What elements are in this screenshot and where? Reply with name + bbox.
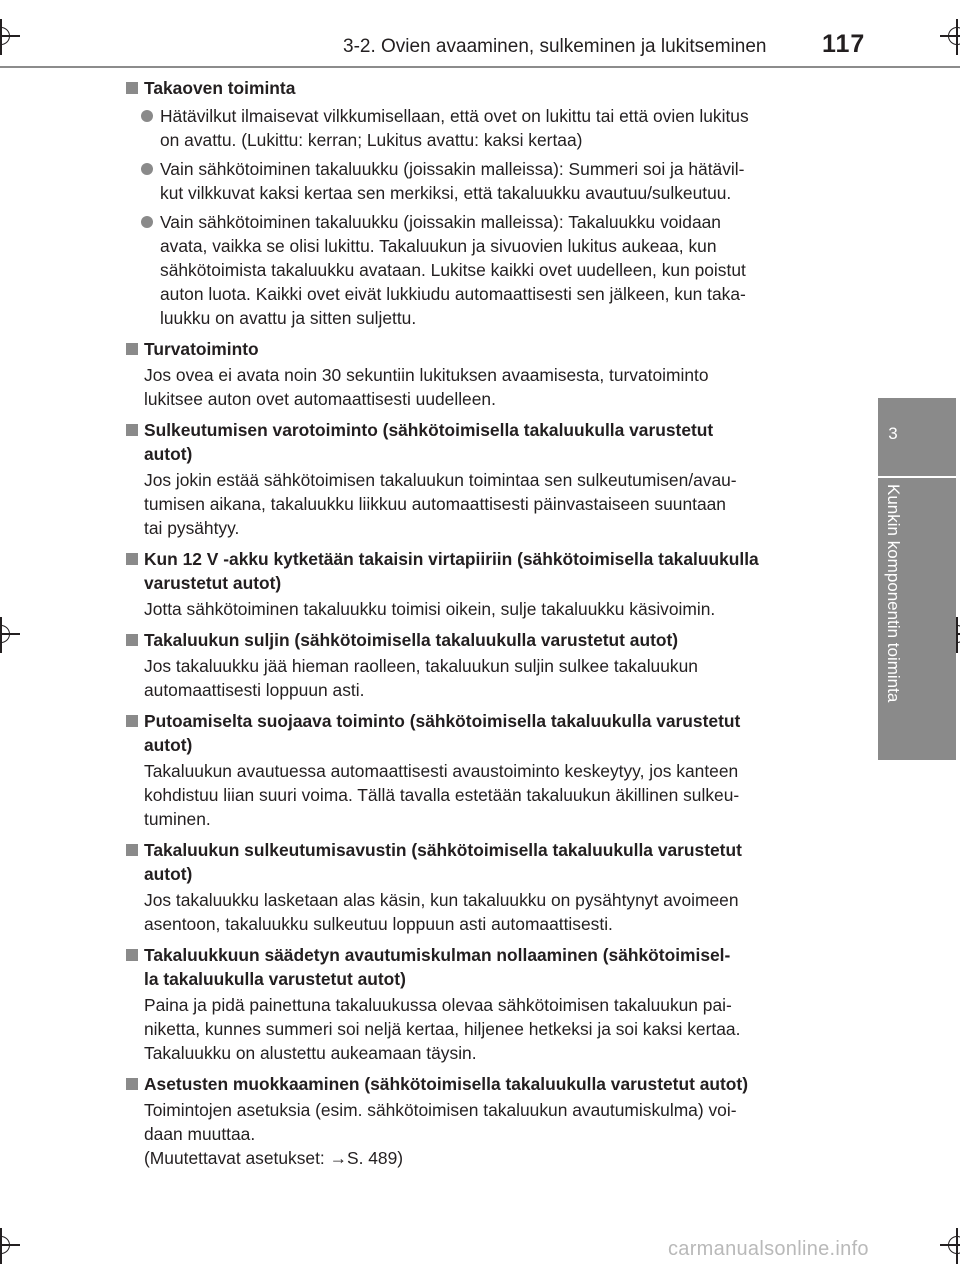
round-bullet-icon [141, 216, 153, 228]
section-body [125, 993, 837, 1065]
square-bullet-icon [126, 343, 138, 355]
chapter-number: 3 [888, 424, 898, 443]
section-body [125, 363, 837, 411]
chapter-side-tab [878, 478, 956, 760]
text-line: tai pysähtyy. [144, 518, 240, 538]
section-takaoven-toiminta [125, 76, 837, 330]
chapter-title: Kunkin komponentin toiminta [884, 484, 903, 703]
text-line: Vain sähkötoiminen takaluukku (joissakin malleissa): Summeri soi ja hätävil- [160, 159, 745, 179]
page-number: 117 [822, 30, 866, 58]
section-heading: Takaluukkuun säädetyn avautumiskulman nollaaminen (sähkötoimisel- la takaluukulla varustetut autot) [125, 943, 837, 991]
section-heading: Sulkeutumisen varotoiminto (sähkötoimisella takaluukulla varustetut autot) [125, 418, 837, 466]
section-heading: Putoamiselta suojaava toiminto (sähkötoimisella takaluukulla varustetut autot) [125, 709, 837, 757]
section-body [125, 888, 837, 936]
section-heading: Takaluukun suljin (sähkötoimisella takaluukulla varustetut autot) [125, 628, 837, 652]
text-line: avata, vaikka se olisi lukittu. Takaluukun ja sivuovien lukitus aukeaa, kun [160, 236, 717, 256]
section-turvatoiminto [125, 337, 837, 411]
crop-mark-bottom-right [940, 1228, 960, 1264]
text-line: kohdistuu liian suuri voima. Tällä tavalla estetään takaluukun äkillinen sulkeu- [144, 785, 740, 805]
text-line: Jos jokin estää sähkötoimisen takaluukun toimintaa sen sulkeutumisen/avau- [144, 470, 737, 490]
section-asetusten-muokkaaminen [125, 1072, 837, 1170]
section-body [125, 759, 837, 831]
header-section-title: 3-2. Ovien avaaminen, sulkeminen ja lukitseminen [343, 36, 767, 57]
section-heading: Turvatoiminto [125, 337, 837, 361]
text-line: tumisen aikana, takaluukku liikkuu automaattisesti päinvastaiseen suuntaan [144, 494, 726, 514]
square-bullet-icon [126, 634, 138, 646]
text-line: Jos takaluukku lasketaan alas käsin, kun takaluukku on pysähtynyt avoimeen [144, 890, 739, 910]
crop-mark-mid-left [0, 617, 20, 653]
text-line: Hätävilkut ilmaisevat vilkkumisellaan, että ovet on lukittu tai että ovien lukitus [160, 106, 749, 126]
section-body [125, 654, 837, 702]
section-body [125, 468, 837, 540]
text-line: Jotta sähkötoiminen takaluukku toimisi oikein, sulje takaluukku käsivoimin. [144, 599, 716, 619]
chapter-number-box [878, 398, 956, 476]
text-line: asentoon, takaluukku sulkeutuu loppuun asti automaattisesti. [144, 914, 613, 934]
section-heading: Takaluukun sulkeutumisavustin (sähkötoimisella takaluukulla varustetut autot) [125, 838, 837, 886]
main-content [125, 76, 837, 1177]
text-line: daan muuttaa. [144, 1124, 256, 1144]
section-takaluukun-suljin [125, 628, 837, 702]
text-line: on avattu. (Lukittu: kerran; Lukitus avattu: kaksi kertaa) [160, 130, 583, 150]
square-bullet-icon [126, 844, 138, 856]
square-bullet-icon [126, 424, 138, 436]
text-line: Takaluukun avautuessa automaattisesti avaustoiminto keskeytyy, jos kanteen [144, 761, 739, 781]
square-bullet-icon [126, 553, 138, 565]
section-body [125, 1098, 837, 1170]
round-bullet-icon [141, 163, 153, 175]
watermark: carmanualsonline.info [668, 1238, 869, 1260]
text-line: luukku on avattu ja sitten suljettu. [160, 308, 417, 328]
text-line: sähkötoimista takaluukku avataan. Lukitse kaikki ovet uudelleen, kun poistut [160, 260, 746, 280]
section-body [125, 597, 837, 621]
section-heading: Asetusten muokkaaminen (sähkötoimisella takaluukulla varustetut autot) [125, 1072, 837, 1096]
square-bullet-icon [126, 715, 138, 727]
text-line: Takaluukku on alustettu aukeamaan täysin. [144, 1043, 477, 1063]
page-reference[interactable]: (Muutettavat asetukset: →S. 489) [144, 1148, 404, 1168]
section-avautumiskulman-nollaaminen [125, 943, 837, 1065]
text-line: Jos ovea ei avata noin 30 sekuntiin lukituksen avaamisesta, turvatoiminto [144, 365, 709, 385]
square-bullet-icon [126, 82, 138, 94]
text-line: Vain sähkötoiminen takaluukku (joissakin malleissa): Takaluukku voidaan [160, 212, 721, 232]
crop-mark-bottom-left [0, 1228, 20, 1264]
bullet-item [125, 104, 837, 152]
square-bullet-icon [126, 949, 138, 961]
crop-mark-top-left [0, 19, 20, 55]
text-line: lukitsee auton ovet automaattisesti uudelleen. [144, 389, 496, 409]
square-bullet-icon [126, 1078, 138, 1090]
bullet-item [125, 210, 837, 330]
bullet-item [125, 157, 837, 205]
text-line: kut vilkkuvat kaksi kertaa sen merkiksi, että takaluukku avautuu/sulkeutuu. [160, 183, 732, 203]
section-heading: Takaoven toiminta [125, 76, 837, 100]
text-line: niketta, kunnes summeri soi neljä kertaa, hiljenee hetkeksi ja soi kaksi kertaa. [144, 1019, 741, 1039]
section-12v-akku [125, 547, 837, 621]
text-line: Toimintojen asetuksia (esim. sähkötoimisen takaluukun avautumiskulma) voi- [144, 1100, 737, 1120]
section-putoamiselta-suojaava [125, 709, 837, 831]
text-line: Paina ja pidä painettuna takaluukussa olevaa sähkötoimisen takaluukun pai- [144, 995, 732, 1015]
header-rule [0, 66, 960, 68]
round-bullet-icon [141, 110, 153, 122]
text-line: tuminen. [144, 809, 211, 829]
section-heading: Kun 12 V -akku kytketään takaisin virtapiiriin (sähkötoimisella takaluukulla varustetut autot) [125, 547, 837, 595]
text-line: Jos takaluukku jää hieman raolleen, takaluukun suljin sulkee takaluukun [144, 656, 698, 676]
text-line: automaattisesti loppuun asti. [144, 680, 365, 700]
section-sulkeutumisen-varotoiminto [125, 418, 837, 540]
section-sulkeutumisavustin [125, 838, 837, 936]
text-line: auton luota. Kaikki ovet eivät lukkiudu automaattisesti sen jälkeen, kun taka- [160, 284, 746, 304]
crop-mark-top-right [940, 19, 960, 55]
